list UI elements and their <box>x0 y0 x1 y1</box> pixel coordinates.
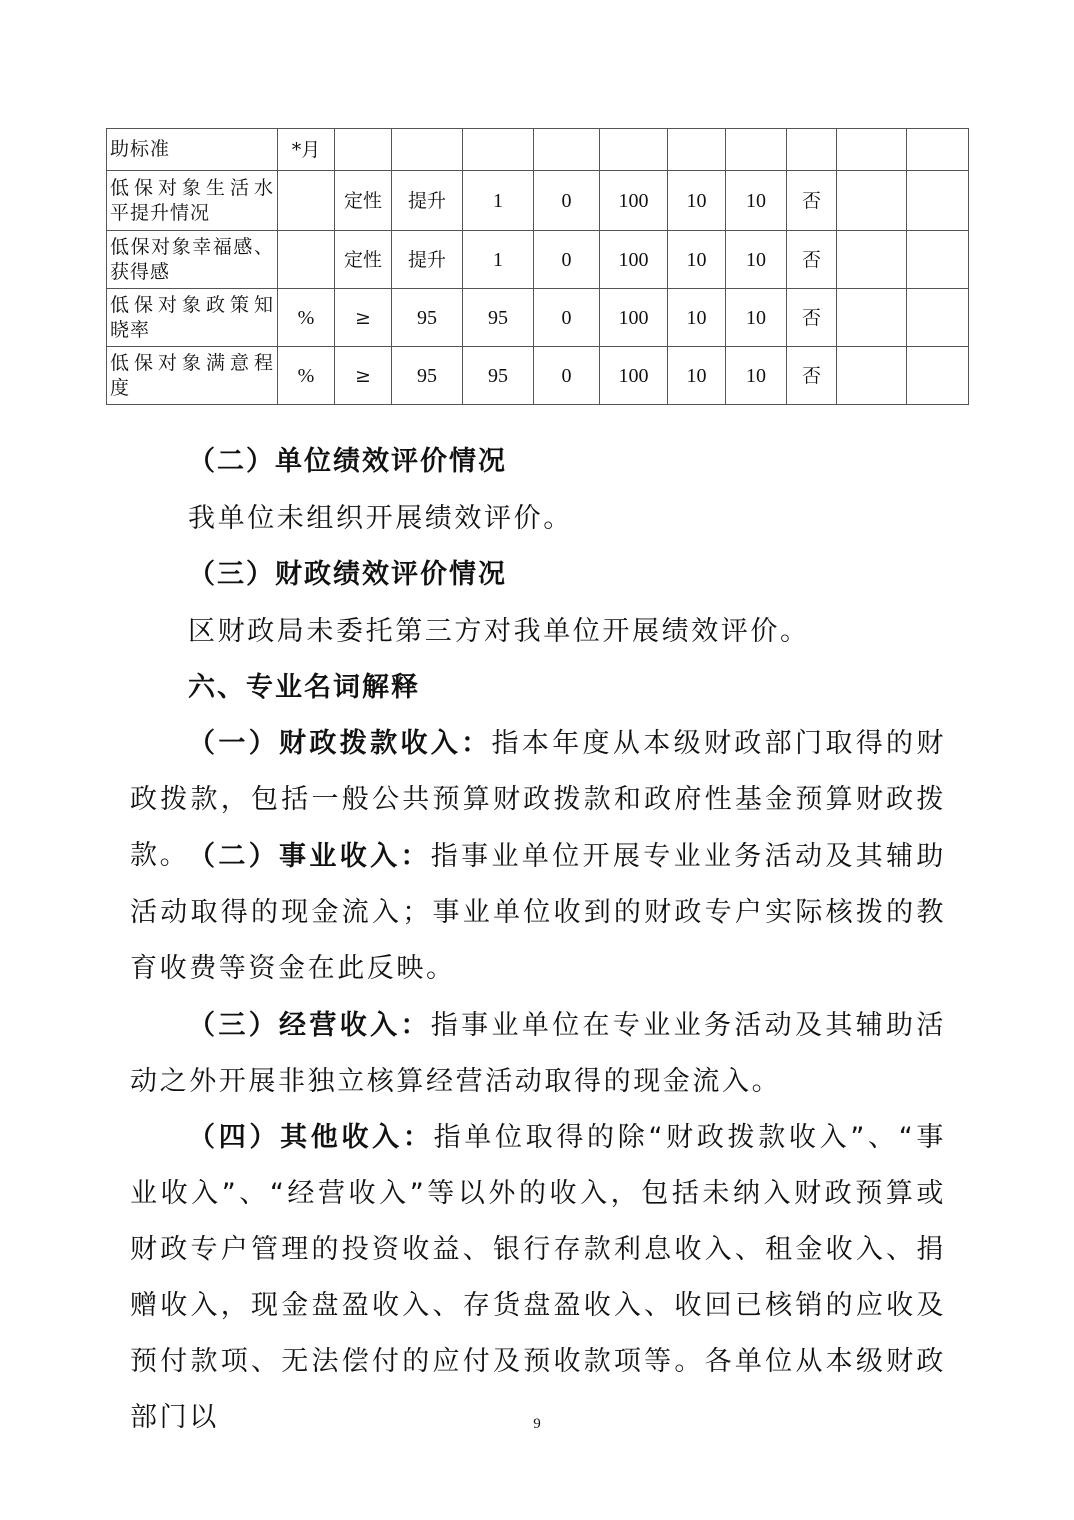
cell-unit: % <box>278 289 335 347</box>
cell-unit <box>278 231 335 289</box>
cell-target <box>463 129 534 171</box>
indicator-cell <box>107 129 278 171</box>
cell-weight: 100 <box>600 289 668 347</box>
cell-op: 定性 <box>335 231 392 289</box>
cell-full <box>668 129 726 171</box>
cell-weight: 100 <box>600 171 668 231</box>
section-6-heading: 六、专业名词解释 <box>188 672 420 703</box>
cell-weight: 100 <box>600 231 668 289</box>
cell-op: ≥ <box>335 347 392 405</box>
cell-score: 10 <box>726 171 787 231</box>
cell-score: 10 <box>726 347 787 405</box>
cell-actual: 0 <box>534 347 600 405</box>
indicator-cell <box>107 171 278 231</box>
table-row <box>107 231 969 289</box>
term-1-text: 指本年度从本级财政部门取得的财政拨款，包括一般公共预算财政拨款和政府性基金预算财政拨款。 <box>130 728 946 871</box>
section-2-body: 我单位未组织开展绩效评价。 <box>188 503 573 534</box>
term-3-text: 指事业单位在专业业务活动及其辅助活动之外开展非独立核算经营活动取得的现金流入。 <box>130 1010 946 1097</box>
cell-extra1 <box>837 231 907 289</box>
cell-target: 1 <box>463 231 534 289</box>
indicator-cell <box>107 231 278 289</box>
cell-target: 95 <box>463 347 534 405</box>
term-1-lead: （一）财政拨款收入： <box>188 728 492 759</box>
cell-deduct: 否 <box>787 289 837 347</box>
cell-dir: 95 <box>392 289 463 347</box>
cell-extra2 <box>907 129 969 171</box>
cell-full: 10 <box>668 171 726 231</box>
cell-score: 10 <box>726 289 787 347</box>
cell-target: 1 <box>463 171 534 231</box>
cell-actual: 0 <box>534 289 600 347</box>
cell-extra1 <box>837 171 907 231</box>
cell-score: 10 <box>726 231 787 289</box>
cell-actual: 0 <box>534 231 600 289</box>
cell-extra1 <box>837 289 907 347</box>
cell-extra2 <box>907 289 969 347</box>
cell-full: 10 <box>668 289 726 347</box>
cell-op: ≥ <box>335 289 392 347</box>
cell-unit: % <box>278 347 335 405</box>
cell-extra1 <box>837 347 907 405</box>
indicator-line: 获得感 <box>110 260 171 283</box>
section-2-heading: （二）单位绩效评价情况 <box>188 446 507 477</box>
cell-dir: 提升 <box>392 171 463 231</box>
cell-op <box>335 129 392 171</box>
cell-deduct: 否 <box>787 171 837 231</box>
cell-extra1 <box>837 129 907 171</box>
indicator-cell <box>107 289 278 347</box>
table-row <box>107 347 969 405</box>
page-number: 9 <box>533 1416 541 1432</box>
cell-deduct <box>787 129 837 171</box>
cell-deduct: 否 <box>787 231 837 289</box>
cell-target: 95 <box>463 289 534 347</box>
term-3-lead: （三）经营收入： <box>188 1010 431 1041</box>
performance-indicator-table <box>106 128 969 405</box>
cell-dir: 95 <box>392 347 463 405</box>
section-3-heading: （三）财政绩效评价情况 <box>188 559 507 590</box>
cell-unit <box>278 171 335 231</box>
cell-dir: 提升 <box>392 231 463 289</box>
term-2-text: 指事业单位开展专业业务活动及其辅助活动取得的现金流入；事业单位收到的财政专户实际核拨的教育收费等资金在此反映。 <box>130 841 946 984</box>
cell-actual: 0 <box>534 171 600 231</box>
cell-full: 10 <box>668 347 726 405</box>
cell-actual <box>534 129 600 171</box>
term-2-lead: （二）事业收入： <box>188 841 431 872</box>
indicator-line: 低保对象幸福感、 <box>110 235 274 258</box>
cell-extra2 <box>907 347 969 405</box>
table-row <box>107 171 969 231</box>
cell-unit: *月 <box>278 129 335 171</box>
cell-extra2 <box>907 231 969 289</box>
cell-dir <box>392 129 463 171</box>
indicator-line: 低保对象满意程 <box>110 351 274 374</box>
cell-score <box>726 129 787 171</box>
indicator-line: 度 <box>110 376 131 399</box>
indicator-line: 低保对象政策知 <box>110 293 274 316</box>
cell-deduct: 否 <box>787 347 837 405</box>
table-row <box>107 129 969 171</box>
indicator-line: 晓率 <box>110 318 151 341</box>
cell-extra2 <box>907 171 969 231</box>
cell-weight <box>600 129 668 171</box>
indicator-line: 平提升情况 <box>110 201 211 224</box>
term-paragraph-4 <box>130 1110 946 1446</box>
cell-weight: 100 <box>600 347 668 405</box>
term-paragraph-3 <box>130 998 946 1110</box>
term-paragraph-2 <box>130 829 946 997</box>
indicator-cell <box>107 347 278 405</box>
cell-op: 定性 <box>335 171 392 231</box>
indicator-line: 低保对象生活水 <box>110 176 274 199</box>
term-4-text: 指单位取得的除“财政拨款收入”、“事业收入”、“经营收入”等以外的收入，包括未纳入财政预算或财政专户管理的投资收益、银行存款利息收入、租金收入、捐赠收入，现金盘盈收入、存货盘盈收入、收回已核销的应收及预付款项、无法偿付的应付及预收款项等。各单位从本级财政部门以 <box>130 1122 946 1433</box>
section-3-body: 区财政局未委托第三方对我单位开展绩效评价。 <box>188 616 810 647</box>
table-row <box>107 289 969 347</box>
term-4-lead: （四）其他收入： <box>188 1122 434 1153</box>
cell-full: 10 <box>668 231 726 289</box>
indicator-line: 助标准 <box>110 138 171 160</box>
